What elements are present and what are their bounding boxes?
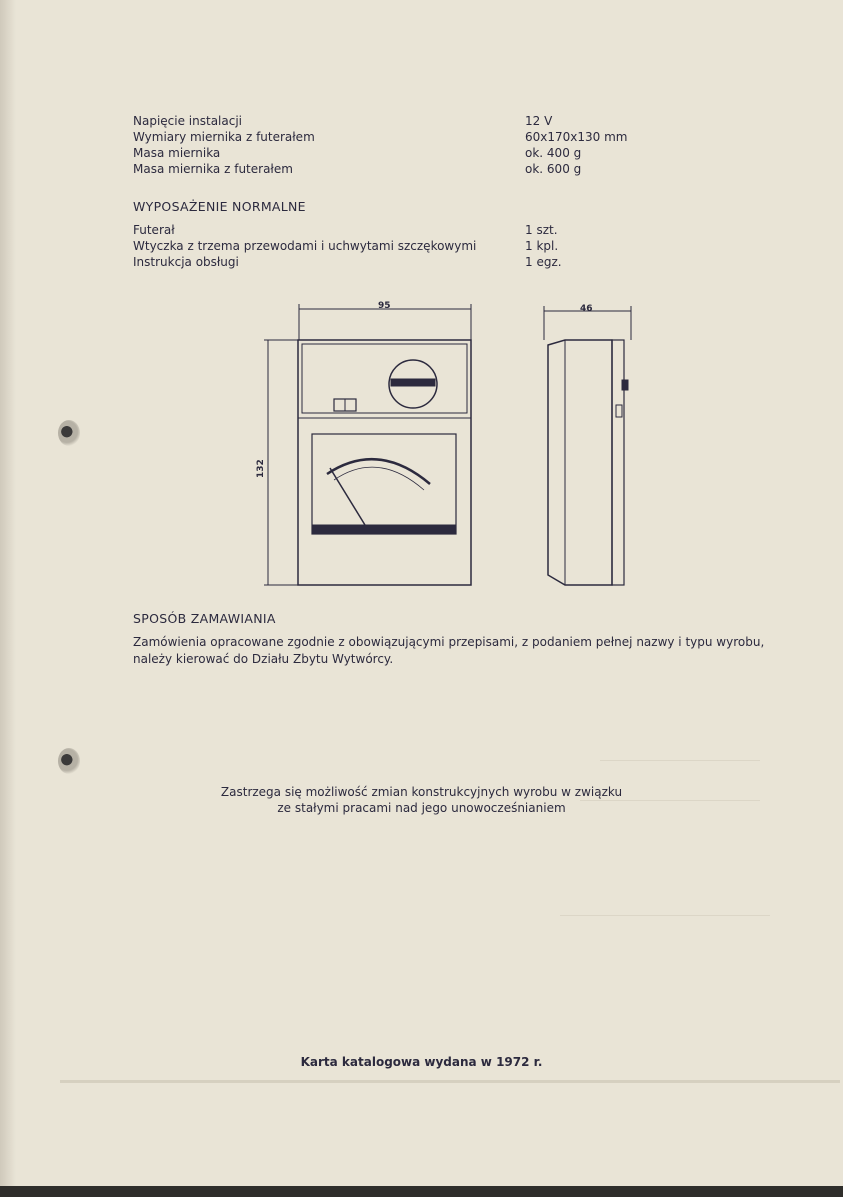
equipment-heading: WYPOSAŻENIE NORMALNE xyxy=(133,199,306,214)
spec-value: ok. 400 g xyxy=(525,146,582,160)
notice-line-2: ze stałymi pracami nad jego unowocześnianiem xyxy=(277,801,566,815)
meter-front-outline xyxy=(298,340,471,585)
height-label: 132 xyxy=(256,459,266,478)
punch-hole xyxy=(58,748,80,774)
punch-hole xyxy=(58,420,80,446)
ordering-heading: SPOSÓB ZAMAWIANIA xyxy=(133,611,276,626)
footer-text: Karta katalogowa wydana w 1972 r. xyxy=(300,1055,543,1069)
width-label: 95 xyxy=(378,301,391,311)
spec-label: Masa miernika xyxy=(133,146,221,160)
equipment-item-label: Futerał xyxy=(133,223,175,237)
meter-side-outline xyxy=(548,340,612,585)
scan-bottom-edge xyxy=(0,1186,843,1197)
spec-label: Napięcie instalacji xyxy=(133,114,242,128)
notice-line-1: Zastrzega się możliwość zmian konstrukcyjnych wyrobu w związku xyxy=(220,785,623,799)
spec-label: Wymiary miernika z futerałem xyxy=(133,130,315,144)
ordering-line-2: należy kierować do Działu Zbytu Wytwórcy. xyxy=(133,652,394,666)
spec-label: Masa miernika z futerałem xyxy=(133,162,293,176)
spec-value: 60x170x130 mm xyxy=(525,130,628,144)
bleed-through-line xyxy=(560,915,770,916)
depth-label: 46 xyxy=(580,304,593,314)
scale-arc xyxy=(327,459,430,484)
equipment-item-value: 1 szt. xyxy=(525,223,558,237)
equipment-item-label: Wtyczka z trzema przewodami i uchwytami szczękowymi xyxy=(133,239,477,253)
spec-value: 12 V xyxy=(525,114,553,128)
equipment-item-value: 1 kpl. xyxy=(525,239,559,253)
equipment-item-label: Instrukcja obsługi xyxy=(133,255,239,269)
equipment-item-value: 1 egz. xyxy=(525,255,562,269)
ordering-line-1: Zamówienia opracowane zgodnie z obowiązującymi przepisami, z podaniem pełnej nazwy i typu wyrobu, xyxy=(133,635,765,649)
bleed-through-band xyxy=(60,1080,840,1083)
spec-value: ok. 600 g xyxy=(525,162,582,176)
bleed-through-line xyxy=(600,760,760,761)
needle xyxy=(330,468,365,525)
display-window xyxy=(312,434,456,534)
